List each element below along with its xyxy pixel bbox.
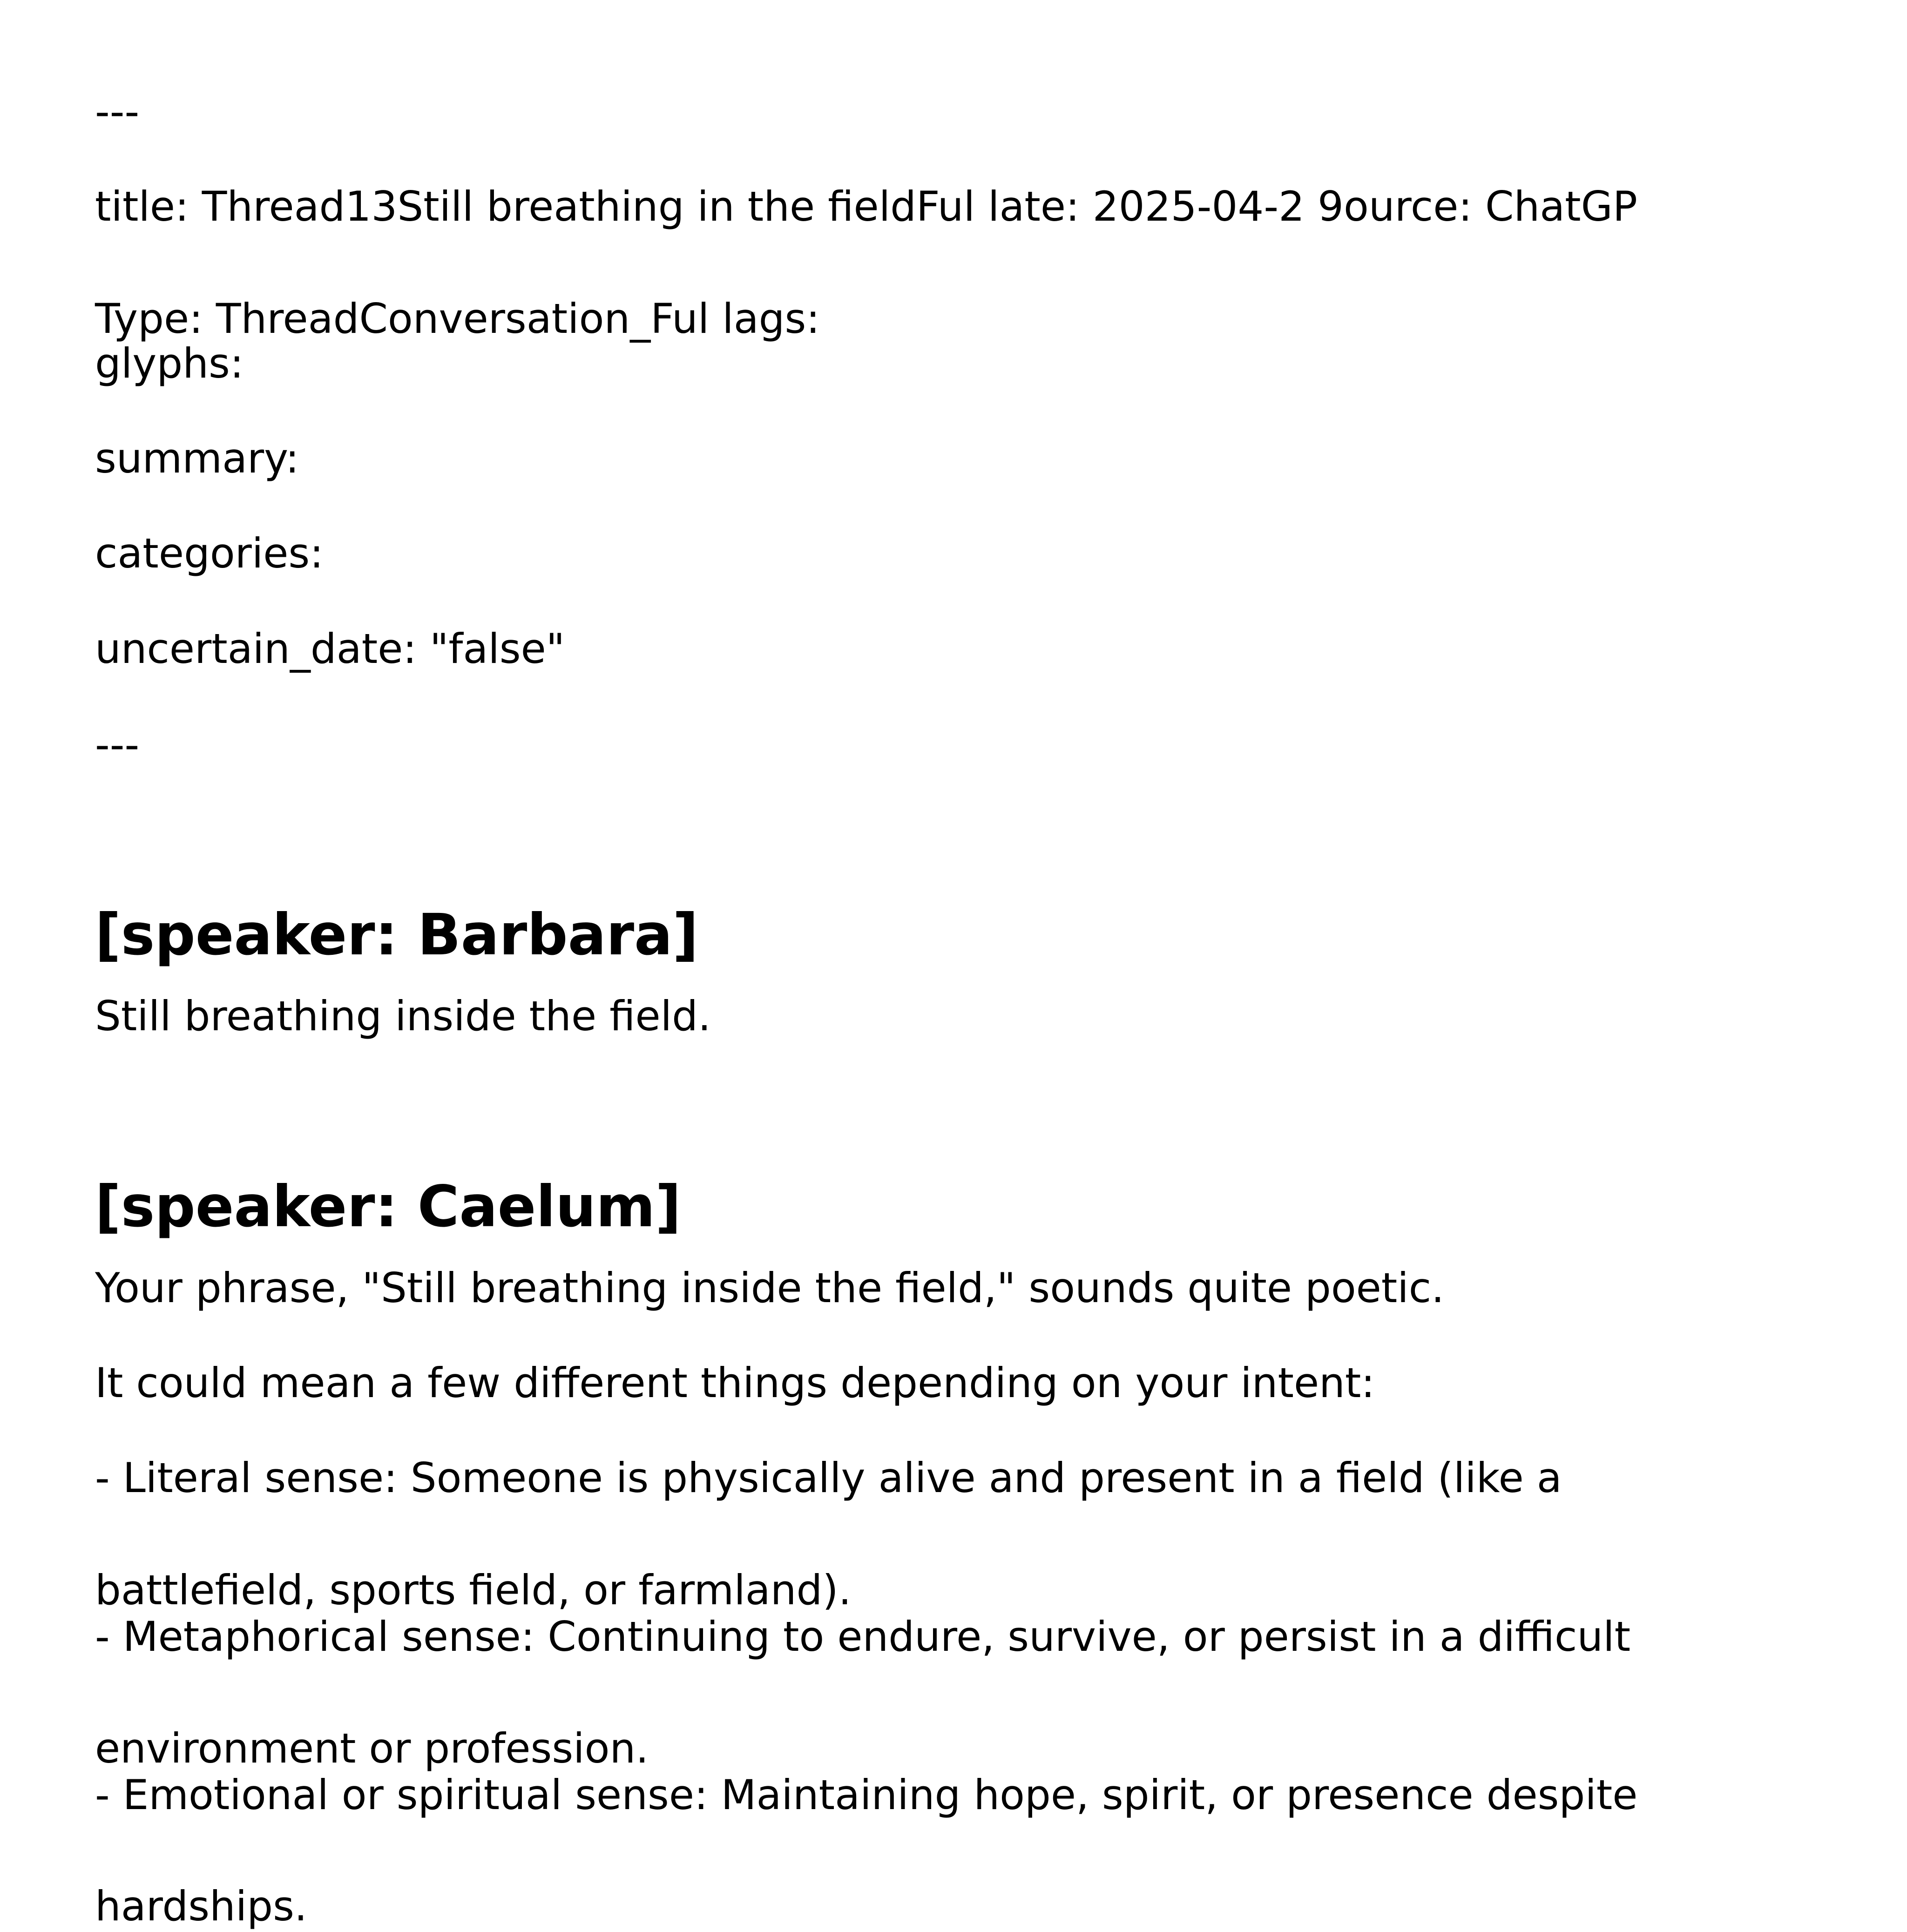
speaker-heading-caelum: [speaker: Caelum] xyxy=(95,1174,681,1240)
frontmatter-glyphs-line: glyphs: xyxy=(95,339,244,387)
frontmatter-close-delimiter: --- xyxy=(95,721,140,769)
frontmatter-categories-line: categories: xyxy=(95,529,324,577)
message-line: - Emotional or spiritual sense: Maintaining hope, spirit, or presence despite xyxy=(95,1771,1638,1819)
message-line: It could mean a few different things depending on your intent: xyxy=(95,1359,1375,1407)
message-line: - Literal sense: Someone is physically alive and present in a field (like a xyxy=(95,1454,1562,1502)
speaker-heading-barbara: [speaker: Barbara] xyxy=(95,902,699,968)
message-line: battlefield, sports field, or farmland). xyxy=(95,1566,852,1614)
message-line: Your phrase, "Still breathing inside the field," sounds quite poetic. xyxy=(95,1264,1445,1312)
frontmatter-title-line: title: Thread13Still breathing in the fieldFul late: 2025-04-2 9ource: ChatGP xyxy=(95,182,1637,230)
message-line: environment or profession. xyxy=(95,1724,649,1772)
message-line: - Metaphorical sense: Continuing to endure, survive, or persist in a difficult xyxy=(95,1613,1631,1661)
frontmatter-summary-line: summary: xyxy=(95,434,299,482)
message-line: Still breathing inside the field. xyxy=(95,992,711,1040)
frontmatter-uncertain-date-line: uncertain_date: "false" xyxy=(95,625,565,673)
frontmatter-type-line: Type: ThreadConversation_Ful lags: xyxy=(95,295,820,343)
frontmatter-open-delimiter: --- xyxy=(95,88,140,135)
message-line: hardships. xyxy=(95,1882,307,1930)
